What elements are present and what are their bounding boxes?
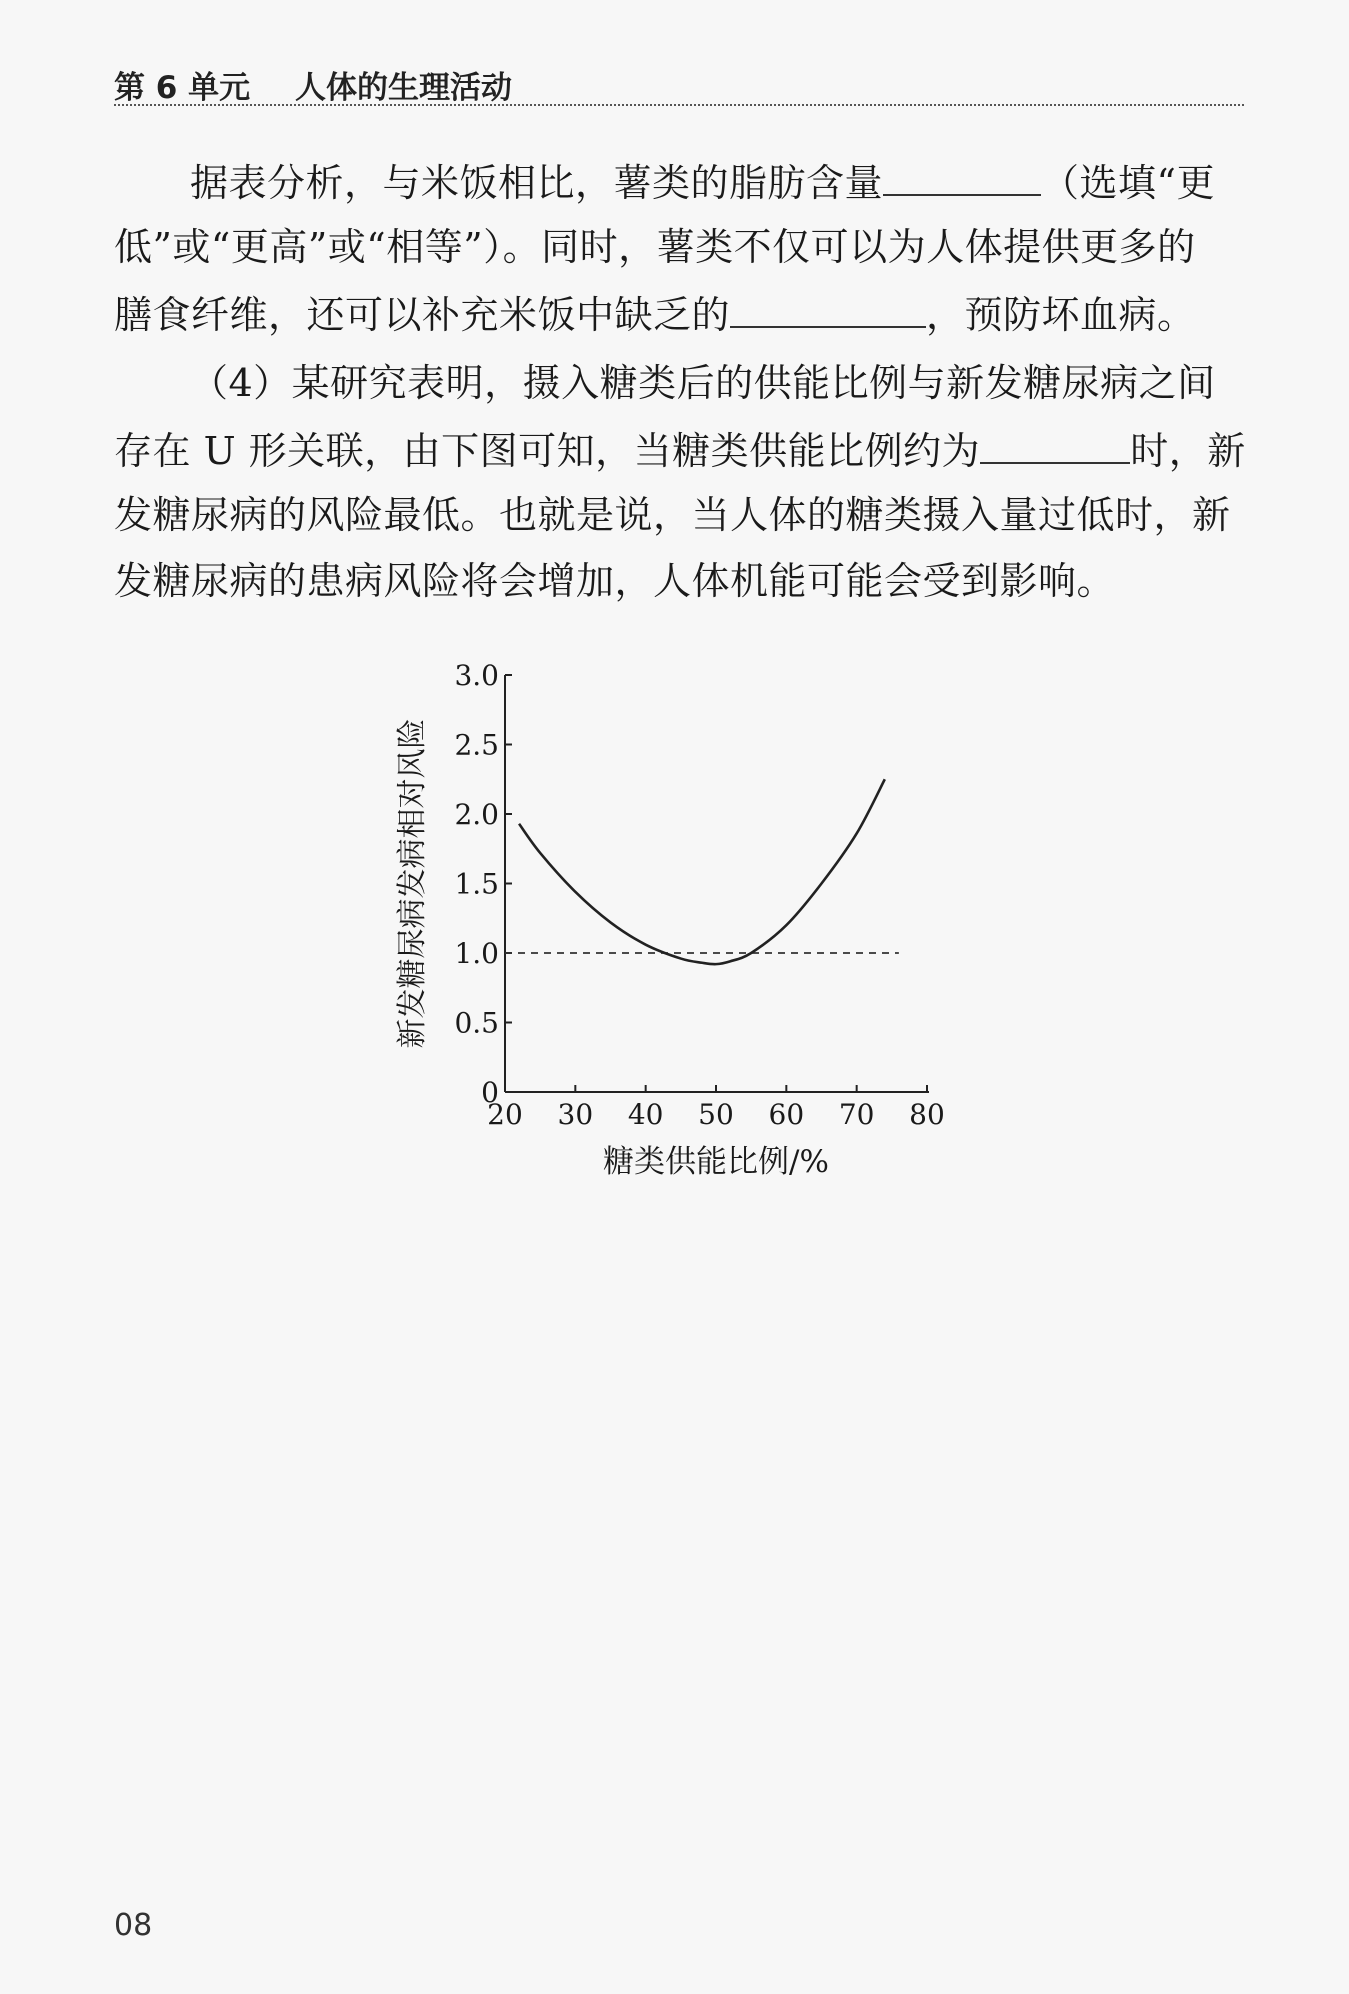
text-segment: 存在 U 形关联，由下图可知，当糖类供能比例约为: [114, 429, 981, 473]
text-segment: ，预防坏血病。: [926, 293, 1196, 337]
x-tick-label: 70: [838, 1098, 875, 1131]
x-tick-label: 80: [909, 1098, 945, 1131]
y-tick-label: 1.0: [454, 937, 499, 970]
y-tick-label: 2.0: [454, 798, 499, 831]
y-tick-label: 2.5: [454, 728, 499, 762]
y-tick-label: 0.5: [454, 1006, 499, 1040]
paragraph-1-line-2: 低”或“更高”或“相等”）。同时，薯类不仅可以为人体提供更多的: [114, 225, 1196, 269]
y-tick-label: 1.5: [454, 867, 499, 901]
text-segment: 据表分析，与米饭相比，薯类的脂肪含量: [190, 161, 884, 205]
unit-label: 第 6 单元: [114, 70, 251, 106]
diabetes-risk-chart: [380, 650, 980, 1200]
answer-blank-fat-content[interactable]: [883, 158, 1041, 196]
answer-blank-nutrient[interactable]: [730, 290, 926, 328]
page-header: [114, 62, 1244, 107]
x-axis-label: 糖类供能比例/%: [603, 1144, 829, 1180]
paragraph-2-line-1: （4）某研究表明，摄入糖类后的供能比例与新发糖尿病之间: [190, 361, 1216, 405]
page-number: 08: [114, 1908, 153, 1943]
risk-curve: [519, 779, 885, 964]
x-tick-label: 40: [627, 1098, 664, 1131]
unit-title: 人体的生理活动: [294, 70, 512, 106]
x-tick-label: 30: [557, 1098, 594, 1131]
y-axis-label: 新发糖尿病发病相对风险: [395, 718, 430, 1049]
paragraph-2-line-3: 发糖尿病的风险最低。也就是说，当人体的糖类摄入量过低时，新: [114, 493, 1231, 537]
paragraph-2-line-2: [114, 426, 1244, 474]
paragraph-1-line-3: [114, 290, 1244, 338]
x-tick-label: 60: [768, 1098, 805, 1131]
y-tick-label: 3.0: [454, 659, 499, 692]
x-tick-label: 20: [487, 1098, 523, 1131]
paragraph-2-line-4: 发糖尿病的患病风险将会增加，人体机能可能会受到影响。: [114, 559, 1116, 603]
text-segment: 时，新: [1130, 429, 1246, 473]
y-tick-label: 0: [481, 1076, 499, 1109]
paragraph-1-line-1: [114, 158, 1244, 206]
text-segment: 膳食纤维，还可以补充米饭中缺乏的: [114, 293, 731, 337]
header-divider: [114, 104, 1244, 106]
answer-blank-ratio[interactable]: [980, 426, 1130, 464]
x-tick-label: 50: [698, 1098, 734, 1131]
text-segment: （选填“更: [1041, 161, 1215, 205]
